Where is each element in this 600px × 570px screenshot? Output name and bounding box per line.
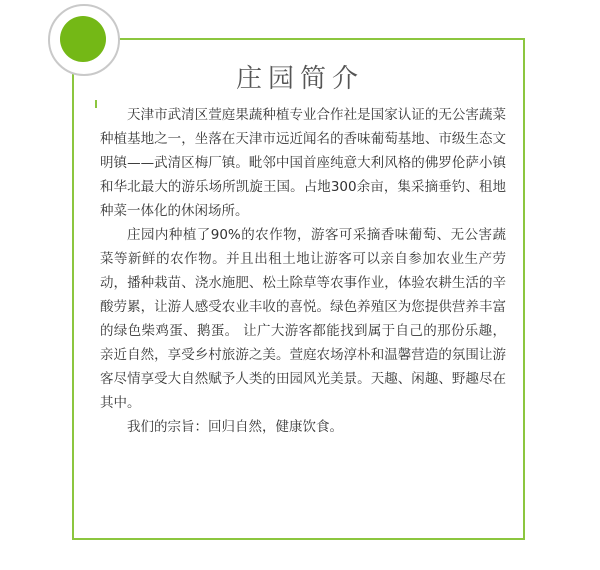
frame-right-border	[523, 38, 525, 540]
intro-body	[100, 103, 506, 439]
intro-paragraph-3: 我们的宗旨：回归自然，健康饮食。	[127, 419, 343, 435]
decorative-green-circle	[60, 16, 106, 62]
intro-paragraph-2: 庄园内种植了90%的农作物，游客可采摘香味葡萄、无公害蔬菜等新鲜的农作物。并且出租土地让游客可以亲自参加农业生产劳动，播种栽苗、浇水施肥、松土除草等农事作业，体验农耕生活的辛酸劳累，让游人感受农业丰收的喜悦。绿色养殖区为您提供营养丰富的绿色柴鸡蛋、鹅蛋。 让广大游客都能找到属于自己的那份乐趣，亲近自然，享受乡村旅游之美。萱庭农场淳朴和温馨营造的氛围让游客尽情享受大自然赋予人类的田园风光美景。天趣、闲趣、野趣尽在其中。	[100, 227, 506, 411]
intro-paragraph-1: 天津市武清区萱庭果蔬种植专业合作社是国家认证的无公害蔬菜种植基地之一，坐落在天津市远近闻名的香味葡萄基地、市级生态文明镇——武清区梅厂镇。毗邻中国首座纯意大利风格的佛罗伦萨小镇和华北最大的游乐场所凯旋王国。占地300余亩，集采摘垂钓、租地种菜一体化的休闲场所。	[100, 107, 506, 219]
frame-left-border	[72, 40, 74, 540]
decorative-tick-mark	[95, 100, 97, 108]
page-title: 庄园简介	[235, 64, 364, 94]
frame-top-border	[82, 38, 525, 40]
frame-bottom-border	[72, 538, 525, 540]
